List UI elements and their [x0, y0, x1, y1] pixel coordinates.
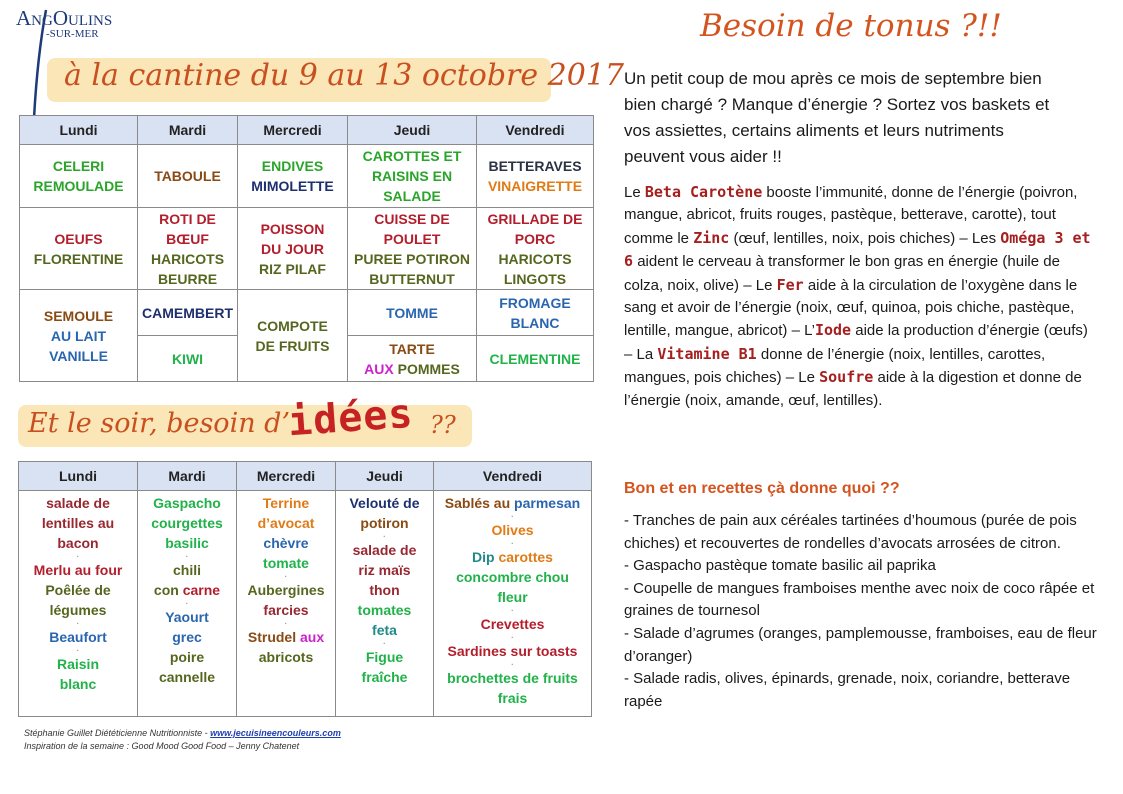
- list-item: - Salade radis, olives, épinards, grenade, noix, coriandre, betterave rapée: [624, 670, 1071, 710]
- menu-cell: Sablés au parmesan · Olives · Dip carottes concombre chou fleur · Crevettes · Sardines sur toasts · brochettes de fruits frais: [434, 491, 592, 717]
- evening-title-highlight: idées: [286, 390, 415, 446]
- recipes-list: [624, 510, 1098, 713]
- keyword: Soufre: [819, 368, 874, 387]
- website-link[interactable]: www.jecuisineencouleurs.com: [210, 728, 341, 738]
- menu-cell: ENDIVES MIMOLETTE: [238, 145, 348, 208]
- nutrients-paragraph: Le Beta Carotène booste l’immunité, donne de l’énergie (poivron, mangue, abricot, fruits rouges, pastèque, betterave, carotte), tout comme le Zinc (œuf, lentilles, noix, pois chiches) – Les Oméga 3 et 6 aident le cerveau à transformer le bon gras en énergie (huile de colza, noix, olive) – Le Fer aide à la circulation de l’oxygène dans le sang et avoir de l’énergie (noix, œuf, quinoa, pois chiche, pastèque, lentille, mangue, abricot) – L’Iode aide la production d’énergie (œufs) – La Vitamine B1 donne de l’énergie (noix, lentilles, carottes, mangues, pois chiches) – Le Soufre aide à la digestion et donne de l’énergie (noix, amande, œuf, lentilles).: [624, 183, 1091, 409]
- menu-cell: BETTERAVES VINAIGRETTE: [477, 145, 594, 208]
- recipes-heading: Bon et en recettes çà donne quoi ??: [624, 480, 900, 497]
- menu-cell: ROTI DE BŒUF HARICOTS BEURRE: [138, 208, 238, 290]
- keyword: Oméga 3 et 6: [624, 228, 1091, 271]
- list-item: - Coupelle de mangues framboises menthe avec noix de coco râpée et graines de tournesol: [624, 579, 1095, 620]
- table-header-row: [20, 116, 594, 145]
- day-header: Mardi: [138, 116, 238, 145]
- keyword: Fer: [776, 275, 804, 294]
- list-item: - Salade d’agrumes (oranges, pamplemousse, framboises, eau de fleur d’oranger): [624, 624, 1097, 665]
- menu-cell: KIWI: [138, 336, 238, 382]
- menu-cell: CELERI REMOULADE: [20, 145, 138, 208]
- keyword: Vitamine B1: [657, 344, 757, 363]
- day-header: Lundi: [20, 116, 138, 145]
- logo-subtext: -SUR-MER: [46, 28, 99, 40]
- menu-cell: CUISSE DE POULET PUREE POTIRON BUTTERNUT: [348, 208, 477, 290]
- day-header: Vendredi: [477, 116, 594, 145]
- menu-cell: POISSON DU JOUR RIZ PILAF: [238, 208, 348, 290]
- page-title: Besoin de tonus ?!!: [700, 8, 1002, 44]
- keyword: Iode: [814, 321, 852, 340]
- table-row: [19, 491, 592, 717]
- menu-cell: GRILLADE DE PORC HARICOTS LINGOTS: [477, 208, 594, 290]
- day-header: Mercredi: [238, 116, 348, 145]
- menu-cell: SEMOULE AU LAIT VANILLE: [20, 290, 138, 382]
- menu-cell: OEUFS FLORENTINE: [20, 208, 138, 290]
- table-header-row: [19, 462, 592, 491]
- lunch-title: à la cantine du 9 au 13 octobre 2017: [64, 58, 625, 93]
- menu-cell: TOMME: [348, 290, 477, 336]
- menu-cell: COMPOTE DE FRUITS: [238, 290, 348, 382]
- table-row: [20, 290, 594, 336]
- menu-cell: Velouté de potiron · salade de riz maïs thon tomates feta · Figue fraîche: [336, 491, 434, 717]
- dinner-ideas-table: [18, 461, 592, 717]
- menu-cell: TABOULE: [138, 145, 238, 208]
- menu-cell: Gaspacho courgettes basilic · chili con carne · Yaourt grec poire cannelle: [138, 491, 237, 717]
- keyword: Zinc: [693, 228, 730, 247]
- menu-cell: TARTE AUX POMMES: [348, 336, 477, 382]
- menu-cell: salade de lentilles au bacon · Merlu au four Poêlée de légumes · Beaufort · Raisin blanc: [19, 491, 138, 717]
- day-header: Mercredi: [237, 462, 336, 491]
- lunch-menu-table: [19, 115, 594, 382]
- author-credit: Stéphanie Guillet Diététicienne Nutritionniste - www.jecuisineencouleurs.com: [24, 728, 341, 738]
- list-item: - Gaspacho pastèque tomate basilic ail paprika: [624, 557, 936, 575]
- keyword: Beta Carotène: [644, 183, 763, 201]
- day-header: Vendredi: [434, 462, 592, 491]
- menu-cell: FROMAGE BLANC: [477, 290, 594, 336]
- intro-paragraph: Un petit coup de mou après ce mois de septembre bien bien chargé ? Manque d’énergie ? Sortez vos baskets et vos assiettes, certains aliments et leurs nutriments peuvent vous aider !!: [624, 69, 1050, 166]
- day-header: Lundi: [19, 462, 138, 491]
- menu-cell: CAMEMBERT: [138, 290, 238, 336]
- day-header: Jeudi: [348, 116, 477, 145]
- menu-cell: CAROTTES ET RAISINS EN SALADE: [348, 145, 477, 208]
- list-item: - Tranches de pain aux céréales tartinées d’houmous (purée de pois chiches) et recouvertes de rondelles d’avocats arrosées de citron.: [624, 512, 1077, 552]
- day-header: Jeudi: [336, 462, 434, 491]
- evening-title-end: ??: [430, 411, 456, 439]
- table-row: [20, 208, 594, 290]
- inspiration-credit: Inspiration de la semaine : Good Mood Good Food – Jenny Chatenet: [24, 741, 300, 751]
- menu-cell: CLEMENTINE: [477, 336, 594, 382]
- table-row: [20, 145, 594, 208]
- evening-title: Et le soir, besoin d’: [28, 408, 291, 439]
- logo-text: AngOulins: [16, 6, 113, 30]
- menu-cell: Terrine d’avocat chèvre tomate · Aubergines farcies · Strudel aux abricots: [237, 491, 336, 717]
- day-header: Mardi: [138, 462, 237, 491]
